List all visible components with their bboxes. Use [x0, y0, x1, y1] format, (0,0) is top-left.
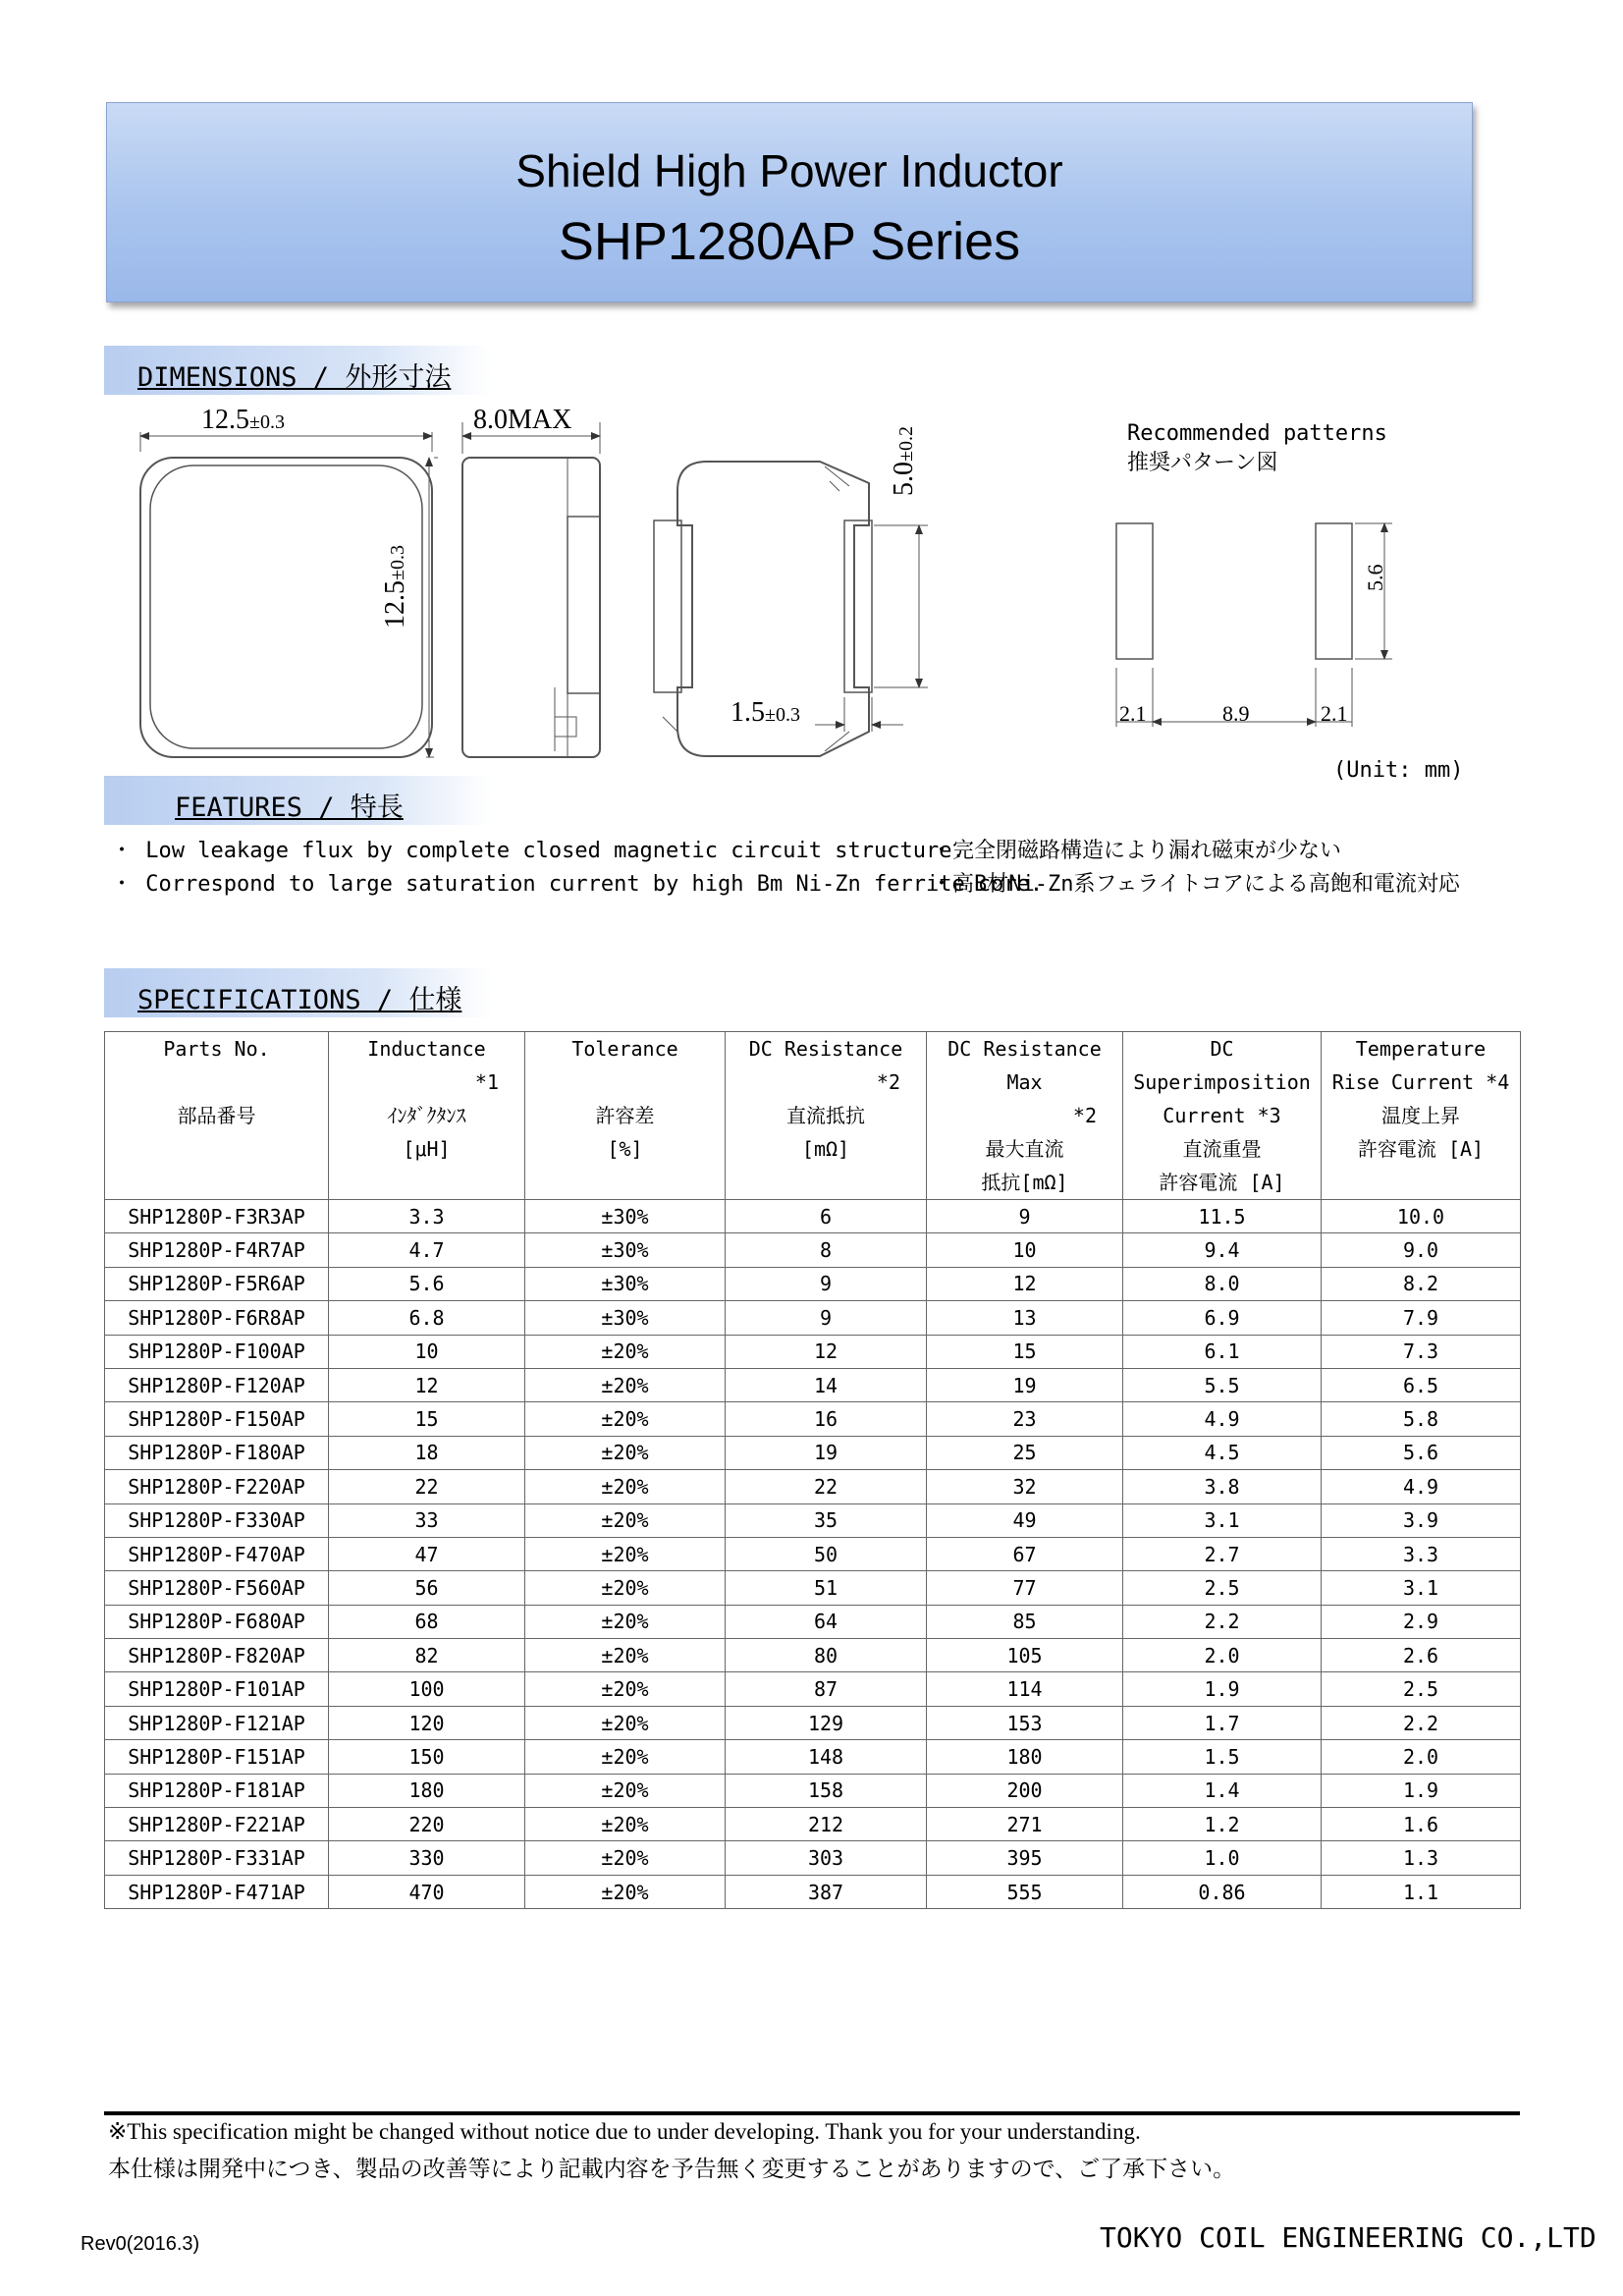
header-inductance: Inductance *1 ｲﾝﾀﾞｸﾀﾝｽ [μH] — [329, 1032, 525, 1200]
cell-tolerance: ±20% — [525, 1605, 726, 1638]
footer-note-en: ※This specification might be changed without notice due to under developing. Thank you for your understanding. — [108, 2119, 1141, 2144]
cell-temperature-rise: 3.3 — [1322, 1537, 1521, 1570]
cell-temperature-rise: 5.8 — [1322, 1402, 1521, 1436]
side-view-outline — [462, 458, 600, 757]
cell-dc-superimposition: 1.5 — [1123, 1740, 1322, 1774]
cell-dc-resistance: 387 — [726, 1875, 927, 1908]
cell-temperature-rise: 8.2 — [1322, 1267, 1521, 1300]
feature-en-2: ・ Correspond to large saturation current by high Bm Ni-Zn ferrite core. — [111, 872, 1044, 897]
cell-dc-resistance-max: 153 — [927, 1706, 1123, 1739]
header-dc-superimposition: DC Superimposition Current *3 直流重畳 許容電流 [A] — [1123, 1032, 1322, 1200]
cell-temperature-rise: 2.9 — [1322, 1605, 1521, 1638]
revision-label: Rev0(2016.3) — [81, 2233, 200, 2255]
feature-ja-1: ・完全閉磁路構造により漏れ磁束が少ない — [931, 839, 1342, 863]
cell-dc-resistance: 148 — [726, 1740, 927, 1774]
cell-dc-resistance: 16 — [726, 1402, 927, 1436]
cell-tolerance: ±20% — [525, 1841, 726, 1875]
cell-inductance: 5.6 — [329, 1267, 525, 1300]
cell-tolerance: ±30% — [525, 1267, 726, 1300]
cell-part-no: SHP1280P-F100AP — [105, 1335, 329, 1368]
cell-tolerance: ±20% — [525, 1639, 726, 1672]
cell-dc-resistance: 19 — [726, 1436, 927, 1469]
cell-part-no: SHP1280P-F680AP — [105, 1605, 329, 1638]
table-row — [105, 1233, 1521, 1267]
cell-inductance: 470 — [329, 1875, 525, 1908]
cell-dc-superimposition: 2.7 — [1123, 1537, 1322, 1570]
cell-part-no: SHP1280P-F151AP — [105, 1740, 329, 1774]
footer-note-ja: 本仕様は開発中につき、製品の改善等により記載内容を予告無く変更することがありますので、ご了承下さい。 — [108, 2157, 1236, 2181]
dim-terminal-width-label: 1.5±0.3 — [730, 697, 800, 728]
cell-dc-superimposition: 6.9 — [1123, 1301, 1322, 1335]
cell-dc-resistance-max: 395 — [927, 1841, 1123, 1875]
section-features: FEATURES / 特長 — [104, 776, 492, 825]
table-row — [105, 1841, 1521, 1875]
table-header-row — [105, 1032, 1521, 1200]
cell-inductance: 220 — [329, 1808, 525, 1841]
table-row — [105, 1402, 1521, 1436]
cell-dc-resistance: 9 — [726, 1267, 927, 1300]
header-parts-no: Parts No. 部品番号 — [105, 1032, 329, 1200]
cell-tolerance: ±20% — [525, 1402, 726, 1436]
cell-tolerance: ±20% — [525, 1571, 726, 1605]
cell-tolerance: ±20% — [525, 1706, 726, 1739]
cell-inductance: 22 — [329, 1470, 525, 1503]
cell-dc-resistance: 129 — [726, 1706, 927, 1739]
cell-dc-resistance: 22 — [726, 1470, 927, 1503]
cell-temperature-rise: 9.0 — [1322, 1233, 1521, 1267]
title-line2: SHP1280AP Series — [558, 212, 1021, 271]
cell-dc-resistance: 212 — [726, 1808, 927, 1841]
cell-inductance: 68 — [329, 1605, 525, 1638]
cell-dc-superimposition: 6.1 — [1123, 1335, 1322, 1368]
cell-dc-resistance-max: 85 — [927, 1605, 1123, 1638]
cell-temperature-rise: 5.6 — [1322, 1436, 1521, 1469]
cell-dc-resistance: 6 — [726, 1200, 927, 1233]
table-row — [105, 1639, 1521, 1672]
cell-dc-resistance-max: 10 — [927, 1233, 1123, 1267]
cell-inductance: 150 — [329, 1740, 525, 1774]
cell-inductance: 47 — [329, 1537, 525, 1570]
cell-part-no: SHP1280P-F820AP — [105, 1639, 329, 1672]
cell-dc-resistance-max: 23 — [927, 1402, 1123, 1436]
header-temperature-rise: Temperature Rise Current *4 温度上昇 許容電流 [A] — [1322, 1032, 1521, 1200]
table-row — [105, 1740, 1521, 1774]
cell-part-no: SHP1280P-F120AP — [105, 1368, 329, 1401]
cell-dc-superimposition: 3.1 — [1123, 1503, 1322, 1537]
table-row — [105, 1875, 1521, 1908]
cell-dc-resistance-max: 13 — [927, 1301, 1123, 1335]
table-row — [105, 1200, 1521, 1233]
cell-tolerance: ±20% — [525, 1436, 726, 1469]
table-row — [105, 1537, 1521, 1570]
cell-part-no: SHP1280P-F121AP — [105, 1706, 329, 1739]
cell-inductance: 4.7 — [329, 1233, 525, 1267]
pattern-pad-left — [1116, 523, 1153, 659]
cell-part-no: SHP1280P-F220AP — [105, 1470, 329, 1503]
feature-ja-2: ・高B材Ni-Zn系フェライトコアによる高飽和電流対応 — [931, 872, 1460, 897]
cell-inductance: 120 — [329, 1706, 525, 1739]
cell-dc-resistance: 80 — [726, 1639, 927, 1672]
header-dc-resistance: DC Resistance *2 直流抵抗 [mΩ] — [726, 1032, 927, 1200]
cell-part-no: SHP1280P-F101AP — [105, 1672, 329, 1706]
cell-dc-superimposition: 1.2 — [1123, 1808, 1322, 1841]
cell-inductance: 3.3 — [329, 1200, 525, 1233]
pattern-pad-right — [1316, 523, 1352, 659]
table-row — [105, 1436, 1521, 1469]
cell-temperature-rise: 2.2 — [1322, 1706, 1521, 1739]
cell-dc-superimposition: 1.9 — [1123, 1672, 1322, 1706]
cell-dc-resistance-max: 105 — [927, 1639, 1123, 1672]
cell-tolerance: ±30% — [525, 1233, 726, 1267]
cell-dc-superimposition: 1.0 — [1123, 1841, 1322, 1875]
cell-part-no: SHP1280P-F471AP — [105, 1875, 329, 1908]
cell-dc-resistance-max: 555 — [927, 1875, 1123, 1908]
cell-temperature-rise: 3.1 — [1322, 1571, 1521, 1605]
cell-tolerance: ±20% — [525, 1774, 726, 1807]
cell-dc-superimposition: 3.8 — [1123, 1470, 1322, 1503]
cell-inductance: 100 — [329, 1672, 525, 1706]
cell-dc-resistance-max: 19 — [927, 1368, 1123, 1401]
cell-dc-resistance-max: 15 — [927, 1335, 1123, 1368]
table-row — [105, 1706, 1521, 1739]
pattern-pad-right-label: 2.1 — [1321, 701, 1348, 726]
cell-part-no: SHP1280P-F3R3AP — [105, 1200, 329, 1233]
cell-temperature-rise: 2.6 — [1322, 1639, 1521, 1672]
table-row — [105, 1301, 1521, 1335]
table-row — [105, 1808, 1521, 1841]
cell-inductance: 12 — [329, 1368, 525, 1401]
cell-dc-superimposition: 1.4 — [1123, 1774, 1322, 1807]
pattern-height-label: 5.6 — [1363, 564, 1387, 591]
footer-divider — [104, 2111, 1520, 2115]
cell-temperature-rise: 4.9 — [1322, 1470, 1521, 1503]
table-row — [105, 1368, 1521, 1401]
title-banner — [106, 102, 1473, 302]
cell-part-no: SHP1280P-F5R6AP — [105, 1267, 329, 1300]
cell-temperature-rise: 6.5 — [1322, 1368, 1521, 1401]
cell-tolerance: ±20% — [525, 1740, 726, 1774]
cell-tolerance: ±30% — [525, 1301, 726, 1335]
cell-inductance: 33 — [329, 1503, 525, 1537]
cell-dc-resistance-max: 200 — [927, 1774, 1123, 1807]
cell-dc-resistance-max: 32 — [927, 1470, 1123, 1503]
cell-temperature-rise: 1.3 — [1322, 1841, 1521, 1875]
cell-inductance: 10 — [329, 1335, 525, 1368]
cell-dc-resistance: 35 — [726, 1503, 927, 1537]
pattern-pad-left-label: 2.1 — [1119, 701, 1147, 726]
cell-dc-resistance: 87 — [726, 1672, 927, 1706]
cell-dc-superimposition: 2.0 — [1123, 1639, 1322, 1672]
cell-inductance: 82 — [329, 1639, 525, 1672]
pattern-gap-label: 8.9 — [1222, 701, 1250, 726]
cell-part-no: SHP1280P-F4R7AP — [105, 1233, 329, 1267]
dim-height-label: 12.5±0.3 — [380, 545, 410, 629]
table-row — [105, 1774, 1521, 1807]
cell-inductance: 15 — [329, 1402, 525, 1436]
section-dimensions: DIMENSIONS / 外形寸法 — [104, 346, 492, 395]
cell-dc-superimposition: 1.7 — [1123, 1706, 1322, 1739]
dim-width-label: 12.5±0.3 — [201, 405, 285, 435]
cell-tolerance: ±30% — [525, 1200, 726, 1233]
cell-dc-resistance: 303 — [726, 1841, 927, 1875]
table-row — [105, 1267, 1521, 1300]
cell-dc-superimposition: 8.0 — [1123, 1267, 1322, 1300]
cell-inductance: 18 — [329, 1436, 525, 1469]
cell-part-no: SHP1280P-F221AP — [105, 1808, 329, 1841]
cell-tolerance: ±20% — [525, 1537, 726, 1570]
feature-en-1: ・ Low leakage flux by complete closed magnetic circuit structure. — [111, 839, 965, 863]
dim-thickness-label: 8.0MAX — [473, 405, 572, 435]
cell-dc-resistance-max: 12 — [927, 1267, 1123, 1300]
table-row — [105, 1672, 1521, 1706]
cell-dc-resistance: 14 — [726, 1368, 927, 1401]
cell-dc-resistance: 64 — [726, 1605, 927, 1638]
header-dc-resistance-max: DC Resistance Max *2 最大直流 抵抗[mΩ] — [927, 1032, 1123, 1200]
cell-dc-resistance: 158 — [726, 1774, 927, 1807]
cell-temperature-rise: 3.9 — [1322, 1503, 1521, 1537]
company-name: TOKYO COIL ENGINEERING CO.,LTD — [1100, 2221, 1596, 2254]
cell-dc-superimposition: 5.5 — [1123, 1368, 1322, 1401]
cell-part-no: SHP1280P-F181AP — [105, 1774, 329, 1807]
cell-temperature-rise: 1.6 — [1322, 1808, 1521, 1841]
header-tolerance: Tolerance 許容差 [%] — [525, 1032, 726, 1200]
unit-label: (Unit: mm) — [1333, 758, 1464, 783]
cell-part-no: SHP1280P-F470AP — [105, 1537, 329, 1570]
cell-temperature-rise: 2.5 — [1322, 1672, 1521, 1706]
cell-tolerance: ±20% — [525, 1808, 726, 1841]
section-specifications: SPECIFICATIONS / 仕様 — [104, 968, 492, 1017]
cell-inductance: 56 — [329, 1571, 525, 1605]
cell-dc-resistance-max: 271 — [927, 1808, 1123, 1841]
cell-tolerance: ±20% — [525, 1368, 726, 1401]
cell-dc-resistance-max: 67 — [927, 1537, 1123, 1570]
cell-dc-resistance-max: 77 — [927, 1571, 1123, 1605]
cell-part-no: SHP1280P-F560AP — [105, 1571, 329, 1605]
cell-dc-superimposition: 4.9 — [1123, 1402, 1322, 1436]
cell-dc-superimposition: 9.4 — [1123, 1233, 1322, 1267]
cell-dc-resistance: 50 — [726, 1537, 927, 1570]
cell-dc-resistance-max: 25 — [927, 1436, 1123, 1469]
cell-temperature-rise: 7.9 — [1322, 1301, 1521, 1335]
dim-terminal-label: 5.0±0.2 — [889, 426, 919, 496]
table-row — [105, 1335, 1521, 1368]
cell-dc-resistance: 9 — [726, 1301, 927, 1335]
cell-part-no: SHP1280P-F331AP — [105, 1841, 329, 1875]
cell-part-no: SHP1280P-F330AP — [105, 1503, 329, 1537]
cell-dc-resistance: 51 — [726, 1571, 927, 1605]
cell-dc-superimposition: 2.5 — [1123, 1571, 1322, 1605]
title-line1: Shield High Power Inductor — [515, 145, 1063, 196]
table-row — [105, 1571, 1521, 1605]
table-row — [105, 1605, 1521, 1638]
cell-dc-resistance-max: 9 — [927, 1200, 1123, 1233]
cell-temperature-rise: 1.1 — [1322, 1875, 1521, 1908]
cell-inductance: 330 — [329, 1841, 525, 1875]
cell-dc-superimposition: 4.5 — [1123, 1436, 1322, 1469]
cell-tolerance: ±20% — [525, 1875, 726, 1908]
pattern-title: Recommended patterns 推奨パターン図 — [1127, 421, 1387, 475]
cell-temperature-rise: 1.9 — [1322, 1774, 1521, 1807]
cell-temperature-rise: 2.0 — [1322, 1740, 1521, 1774]
cell-tolerance: ±20% — [525, 1672, 726, 1706]
cell-temperature-rise: 10.0 — [1322, 1200, 1521, 1233]
cell-dc-resistance-max: 180 — [927, 1740, 1123, 1774]
table-row — [105, 1470, 1521, 1503]
cell-dc-resistance-max: 49 — [927, 1503, 1123, 1537]
table-row — [105, 1503, 1521, 1537]
cell-part-no: SHP1280P-F6R8AP — [105, 1301, 329, 1335]
cell-dc-superimposition: 11.5 — [1123, 1200, 1322, 1233]
cell-inductance: 6.8 — [329, 1301, 525, 1335]
cell-tolerance: ±20% — [525, 1335, 726, 1368]
cell-tolerance: ±20% — [525, 1503, 726, 1537]
spec-table — [104, 1031, 1521, 1909]
cell-temperature-rise: 7.3 — [1322, 1335, 1521, 1368]
cell-inductance: 180 — [329, 1774, 525, 1807]
cell-part-no: SHP1280P-F150AP — [105, 1402, 329, 1436]
cell-tolerance: ±20% — [525, 1470, 726, 1503]
cell-dc-superimposition: 0.86 — [1123, 1875, 1322, 1908]
cell-dc-superimposition: 2.2 — [1123, 1605, 1322, 1638]
cell-dc-resistance: 8 — [726, 1233, 927, 1267]
cell-dc-resistance: 12 — [726, 1335, 927, 1368]
cell-dc-resistance-max: 114 — [927, 1672, 1123, 1706]
cell-part-no: SHP1280P-F180AP — [105, 1436, 329, 1469]
